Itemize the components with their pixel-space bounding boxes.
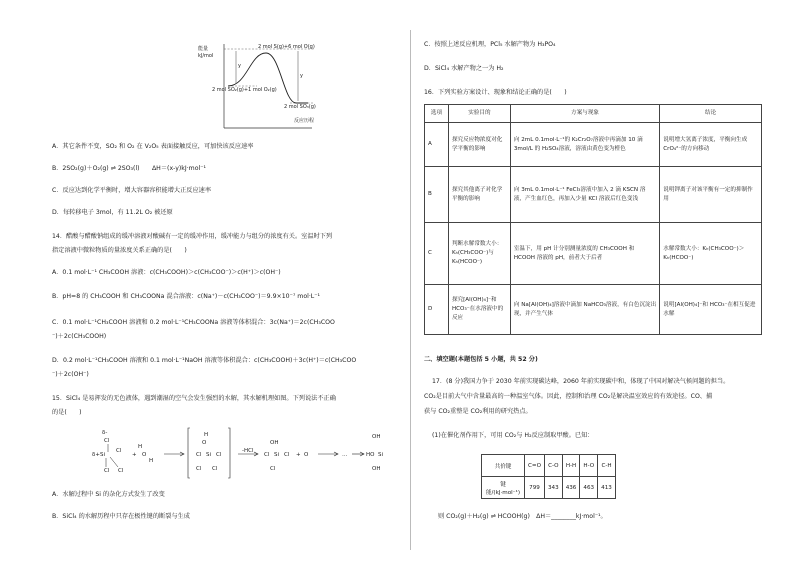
diagram-y-unit: kJ/mol [198, 53, 214, 59]
svg-text:Cl: Cl [212, 466, 218, 472]
column-divider [410, 30, 411, 550]
bond-header-row [482, 455, 616, 477]
diagram-y-label: 能量 [198, 46, 209, 52]
svg-text:Si: Si [378, 452, 384, 458]
q14-option-c-line1: C．0.1 mol·L⁻¹CH₃COOH 溶液和 0.2 mol·L⁻¹CH₃COONa 溶液等体积混合：3c(Na⁺)＝2c(CH₃COO [52, 319, 335, 326]
row-option: C [425, 223, 449, 285]
q13-option-c: C．反应达到化学平衡时，增大容器容积能增大正反应速率 [52, 187, 212, 194]
bond-header: C=O [525, 455, 545, 477]
q15-stem: 15．SiCl₄ 是易挥发的无色液体，遇到潮湿的空气会发生强烈的水解，其水解机理如图。下列说法不正确 [52, 395, 336, 402]
row-aim: 探究[Al(OH)₄]⁻和 HCO₃⁻在水溶液中的反应 [448, 285, 510, 335]
bond-header: C-H [598, 455, 616, 477]
svg-text:…: … [342, 452, 348, 458]
diagram-top-label: 2 mol S(g)+6 mol O(g) [258, 44, 315, 50]
q14-stem-line2: 指定溶液中微粒物质的量浓度关系正确的是( ) [52, 247, 187, 254]
header-plan: 方案与现象 [510, 105, 659, 123]
row-plan: 向 Na[Al(OH)₄]溶液中滴加 NaHCO₃溶液，有白色沉淀出现，并产生气体 [510, 285, 659, 335]
q17-equation: 则 CO₂(g)＋H₂(g) ⇌ HCOOH(g) ΔH＝________kJ·mol⁻¹。 [438, 513, 607, 520]
row-conclusion: 说明[Al(OH)₄]⁻和 HCO₃⁻在相互促进水解 [660, 285, 762, 335]
q14-option-d-line2: ⁻)＋2c(OH⁻) [52, 371, 89, 378]
q15-option-a: A．水解过程中 Si 的杂化方式发生了改变 [52, 491, 165, 498]
bond-value: 436 [562, 477, 580, 499]
svg-text:OH: OH [372, 466, 381, 472]
bond-header: H-O [580, 455, 598, 477]
q15-option-b: B．SiCl₄ 的水解历程中只存在极性键的断裂与生成 [52, 513, 190, 520]
mechanism-hcl-label: -HCl [242, 448, 254, 454]
svg-text:Cl: Cl [216, 452, 222, 458]
row-plan: 室温下，用 pH 计分别测量浓度的 CH₃COOH 和 HCOOH 溶液的 pH，前者大于后者 [510, 223, 659, 285]
q16-table-header [425, 105, 762, 123]
bond-header: H-H [562, 455, 580, 477]
svg-text:+: + [132, 452, 137, 458]
svg-text:O: O [142, 452, 147, 458]
svg-text:Cl: Cl [116, 448, 122, 454]
diagram-bottom-label: 2 mol SO₃(g) [284, 104, 316, 110]
bond-header: 共价键 [482, 455, 525, 477]
svg-text:Cl: Cl [118, 468, 124, 474]
q13-option-a: A．其它条件不变，SO₂ 和 O₂ 在 V₂O₅ 表面接触反应，可加快该反应速率 [52, 143, 254, 150]
row-plan: 向 2mL 0.1mol·L⁻¹的 K₂Cr₂O₇溶液中再滴加 10 滴 3mol/L 的 H₂SO₄溶液，溶液由黄色变为橙色 [510, 123, 659, 167]
svg-text:OH: OH [270, 440, 279, 446]
q17-line1: 17．(8 分)我国力争于 2030 年前实现碳达峰，2060 年前实现碳中和，体现了中国对解决气候问题的担当。 [432, 378, 730, 385]
svg-text:OH: OH [372, 434, 381, 440]
row-conclusion: 水解常数大小：Kₕ(CH₃COO⁻)＞Kₕ(HCOO⁻) [660, 223, 762, 285]
row-plan: 向 3mL 0.1mol·L⁻¹ FeCl₃溶液中加入 2 滴 KSCN 溶液，产生血红色，再加入少量 KCl 溶液后红色变浅 [510, 167, 659, 223]
svg-text:O: O [202, 440, 207, 446]
svg-text:δ+Si: δ+Si [92, 452, 105, 458]
q16-stem: 16．下列实验方案设计、现象和结论正确的是( ) [424, 89, 567, 96]
q13-option-b: B．2SO₂(g)＋O₂(g) ⇌ 2SO₃(l) ΔH＝(x-y)kJ·mol⁻¹ [52, 165, 206, 172]
svg-text:Cl: Cl [284, 452, 290, 458]
row-conclusion: 说明增大氢离子浓度，平衡向生成 CrO₄²⁻的方向移动 [660, 123, 762, 167]
hydrolysis-mechanism [92, 424, 392, 486]
q15-option-d: D．SiCl₄ 水解产物之一为 H₂ [424, 65, 504, 72]
q17-sub1: (1)在催化剂作用下，可用 CO₂与 H₂反应制取甲酸。已知： [432, 432, 594, 439]
row-option: B [425, 167, 449, 223]
header-aim: 实验目的 [448, 105, 510, 123]
bond-value: 463 [580, 477, 598, 499]
svg-text:δ-: δ- [102, 430, 108, 436]
q17-line2: CO₂是目前大气中含量最高的一种温室气体。因此，控制和治理 CO₂是解决温室效应的有效途径。CO、捕 [424, 393, 713, 400]
bond-value: 413 [598, 477, 616, 499]
svg-text:Si: Si [206, 452, 212, 458]
q15-option-c: C．按照上述反应机理，PCl₅ 水解产物为 H₃PO₄ [424, 41, 556, 48]
row-conclusion: 说明钾离子对该平衡有一定的抑制作用 [660, 167, 762, 223]
q14-option-a: A．0.1 mol·L⁻¹ CH₃COOH 溶液：c(CH₃COOH)＞c(CH₃COO⁻)＞c(H⁺)＞c(OH⁻) [52, 269, 281, 276]
energy-diagram [52, 0, 396, 140]
svg-text:Cl: Cl [104, 468, 110, 474]
diagram-mid-label: 2 mol SO₂(g)+1 mol O₂(g) [212, 87, 277, 93]
header-option: 选项 [425, 105, 449, 123]
q16-table [424, 104, 762, 335]
bond-energy-table [481, 454, 616, 499]
bond-header: C-O [545, 455, 563, 477]
table-row [425, 123, 762, 167]
table-row [425, 223, 762, 285]
q14-stem-line1: 14．醋酸与醋酸钠组成的缓冲溶液对酸碱有一定的缓冲作用，缓冲能力与组分的浓度有关。室温时下列 [52, 233, 333, 240]
svg-text:+: + [296, 452, 301, 458]
q14-option-d-line1: D．0.2 mol·L⁻¹CH₃COOH 溶液和 0.1 mol·L⁻¹NaOH 溶液等体积混合：c(CH₃COOH)＋3c(H⁺)＝c(CH₃COO [52, 357, 357, 364]
bond-value: 799 [525, 477, 545, 499]
bond-value: 343 [545, 477, 563, 499]
section-2-heading: 二、填空题(本题包括 5 小题，共 52 分) [424, 356, 538, 363]
svg-text:O: O [304, 452, 309, 458]
svg-text:Cl: Cl [196, 452, 202, 458]
header-conclusion: 结论 [660, 105, 762, 123]
q14-option-b: B．pH=8 的 CH₃COOH 和 CH₃COONa 混合溶液：c(Na⁺)－c(CH₃COO⁻)＝9.9×10⁻⁷ mol·L⁻¹ [52, 293, 320, 300]
table-row [425, 285, 762, 335]
svg-text:H: H [149, 458, 154, 464]
row-aim: 判断水解常数大小：Kₕ(CH₃COO⁻)与 Kₕ(HCOO⁻) [448, 223, 510, 285]
diagram-x-arrow-label: y [238, 63, 241, 69]
svg-text:H: H [138, 444, 143, 450]
right-column [424, 0, 764, 562]
diagram-y-arrow-label: y [300, 73, 303, 79]
left-column [52, 0, 396, 562]
table-row [425, 167, 762, 223]
svg-text:Cl: Cl [196, 466, 202, 472]
diagram-x-label: 反应历程 [294, 118, 315, 124]
row-aim: 探究反应物浓度对化学平衡的影响 [448, 123, 510, 167]
row-aim: 探究其他离子对化学平衡的影响 [448, 167, 510, 223]
q13-option-d: D．每转移电子 3mol，有 11.2L O₂ 被还原 [52, 209, 173, 216]
q15-stem-line2: 的是( ) [52, 409, 82, 416]
bond-value-row [482, 477, 616, 499]
svg-text:H: H [204, 432, 209, 438]
svg-text:Cl: Cl [104, 438, 110, 444]
svg-text:HO: HO [366, 452, 375, 458]
row-option: D [425, 285, 449, 335]
row-option: A [425, 123, 449, 167]
svg-text:Cl: Cl [270, 466, 276, 472]
svg-text:Cl: Cl [264, 452, 270, 458]
q17-line3: 获与 CO₂重整是 CO₂利用的研究热点。 [424, 408, 532, 415]
q14-option-c-line2: ⁻)＋2c(CH₃COOH) [52, 333, 107, 340]
bond-energy-label: 键能/(kJ·mol⁻¹) [482, 477, 525, 499]
svg-text:Si: Si [274, 452, 280, 458]
